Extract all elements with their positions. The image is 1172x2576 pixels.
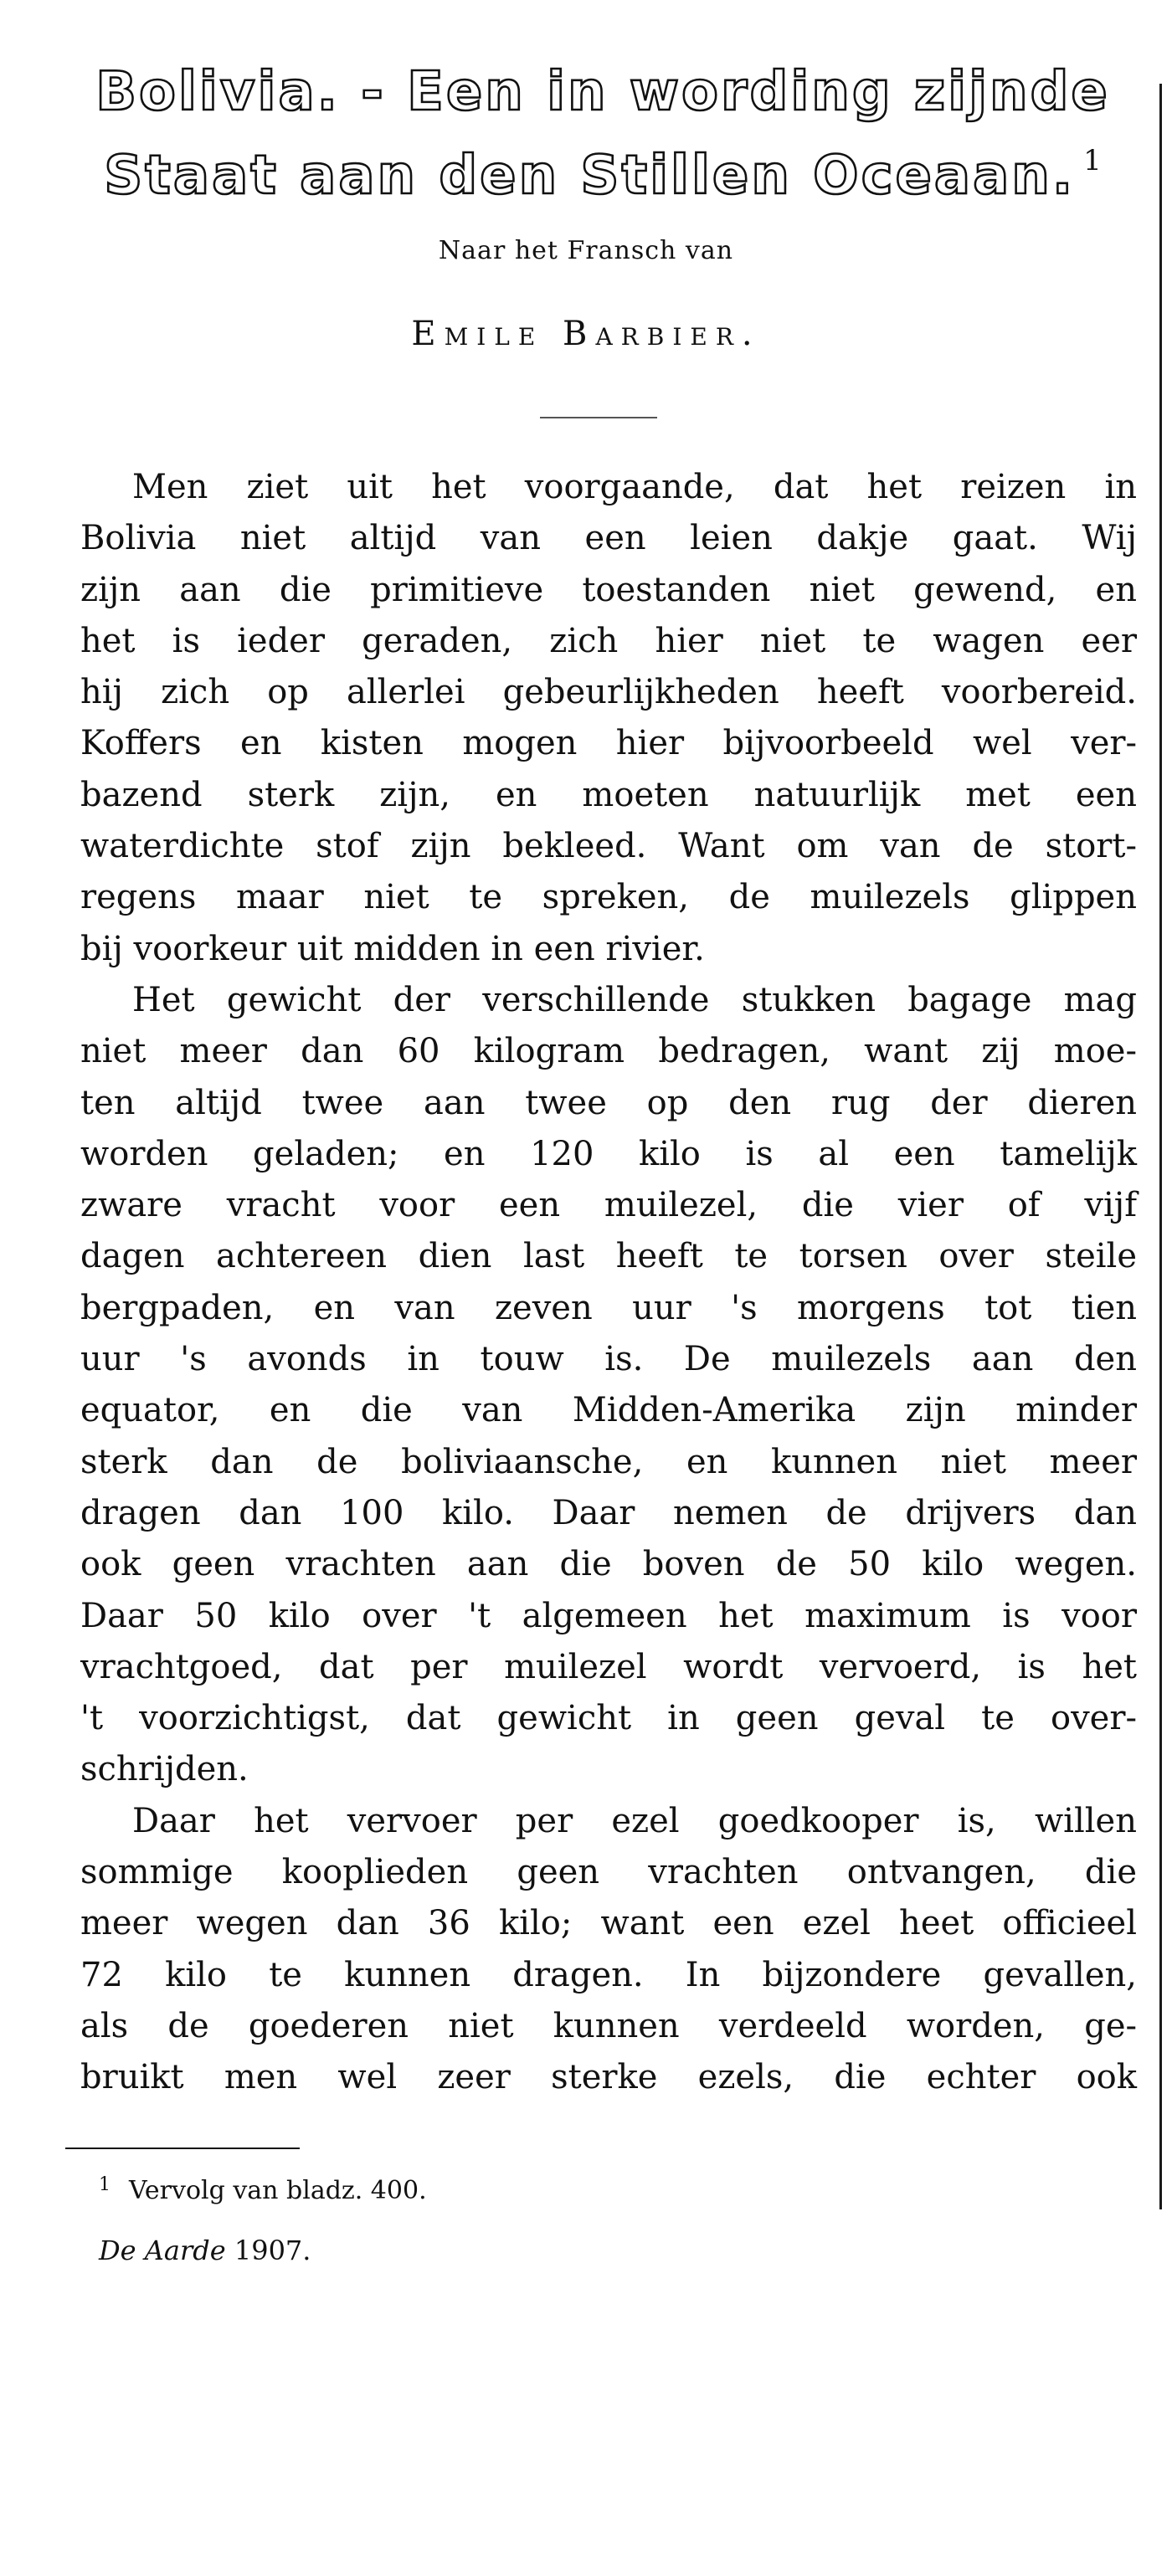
body-line: het is ieder geraden, zich hier niet te wagen eer	[80, 621, 1137, 660]
body-line: zware vracht voor een muilezel, die vier of vijf	[80, 1186, 1137, 1225]
body-line: regens maar niet te spreken, de muilezels glippen	[80, 878, 1137, 917]
author-name: Emile Barbier.	[411, 315, 761, 353]
body-line: bruikt men wel zeer sterke ezels, die echter ook	[80, 2058, 1137, 2097]
body-line: dragen dan 100 kilo. Daar nemen de drijvers dan	[80, 1493, 1137, 1532]
body-line: waterdichte stof zijn bekleed. Want om van de stort-	[80, 827, 1137, 866]
title-line-2-text: Staat aan den Stillen Oceaan.	[104, 145, 1076, 207]
body-line: Koffers en kisten mogen hier bijvoorbeeld wel ver-	[80, 724, 1137, 763]
article-title-line-1	[75, 59, 1130, 126]
body-line: meer wegen dan 36 kilo; want een ezel heet officieel	[80, 1904, 1137, 1943]
journal-year: 1907.	[234, 2235, 311, 2266]
body-line: bazend sterk zijn, en moeten natuurlijk met een	[80, 775, 1137, 814]
body-line: ook geen vrachten aan die boven de 50 kilo wegen.	[80, 1545, 1137, 1584]
footnote-text: Vervolg van bladz. 400.	[129, 2176, 427, 2205]
footnote-number: 1	[99, 2174, 111, 2195]
title-line-1-text: Bolivia. - Een in wording zijnde	[95, 61, 1110, 123]
body-line: sommige kooplieden geen vrachten ontvangen, die	[80, 1853, 1137, 1892]
title-footnote-marker: 1	[1083, 144, 1102, 177]
page-right-rule	[1159, 84, 1162, 2209]
body-line: Het gewicht der verschillende stukken bagage mag	[132, 980, 1137, 1019]
body-line: schrijden.	[80, 1750, 249, 1789]
body-line: niet meer dan 60 kilogram bedragen, want zij moe-	[80, 1032, 1137, 1071]
footnote	[99, 2174, 427, 2205]
body-line: Bolivia niet altijd van een leien dakje gaat. Wij	[80, 519, 1137, 558]
body-line: bij voorkeur uit midden in een rivier.	[80, 929, 705, 968]
body-line: Daar het vervoer per ezel goedkooper is, willen	[132, 1801, 1137, 1840]
body-line: Daar 50 kilo over 't algemeen het maximum is voor	[80, 1596, 1137, 1635]
body-line: hij zich op allerlei gebeurlijkheden heeft voorbereid.	[80, 673, 1137, 712]
journal-name: De Aarde	[99, 2235, 226, 2266]
footnote-separator	[65, 2148, 300, 2149]
body-line: equator, en die van Midden-Amerika zijn minder	[80, 1391, 1137, 1430]
body-line: 72 kilo te kunnen dragen. In bijzondere gevallen,	[80, 1955, 1137, 1994]
body-line: dagen achtereen dien last heeft te torsen over steile	[80, 1237, 1137, 1276]
translation-credit: Naar het Fransch van	[438, 236, 734, 265]
body-line: Men ziet uit het voorgaande, dat het reizen in	[132, 468, 1137, 506]
body-line: 't voorzichtigst, dat gewicht in geen geval te over-	[80, 1699, 1137, 1738]
body-line: als de goederen niet kunnen verdeeld worden, ge-	[80, 2006, 1137, 2045]
body-line: vrachtgoed, dat per muilezel wordt vervoerd, is het	[80, 1647, 1137, 1686]
body-line: worden geladen; en 120 kilo is al een tamelijk	[80, 1134, 1137, 1173]
section-divider	[540, 417, 657, 418]
body-line: uur 's avonds in touw is. De muilezels aan den	[80, 1340, 1137, 1379]
article-body	[80, 462, 1137, 2104]
body-line: ten altijd twee aan twee op den rug der dieren	[80, 1083, 1137, 1122]
source-line	[99, 2235, 311, 2266]
body-line: sterk dan de boliviaansche, en kunnen niet meer	[80, 1442, 1137, 1481]
article-title-line-2	[75, 127, 1130, 209]
body-line: bergpaden, en van zeven uur 's morgens tot tien	[80, 1288, 1137, 1327]
body-line: zijn aan die primitieve toestanden niet gewend, en	[80, 570, 1137, 609]
